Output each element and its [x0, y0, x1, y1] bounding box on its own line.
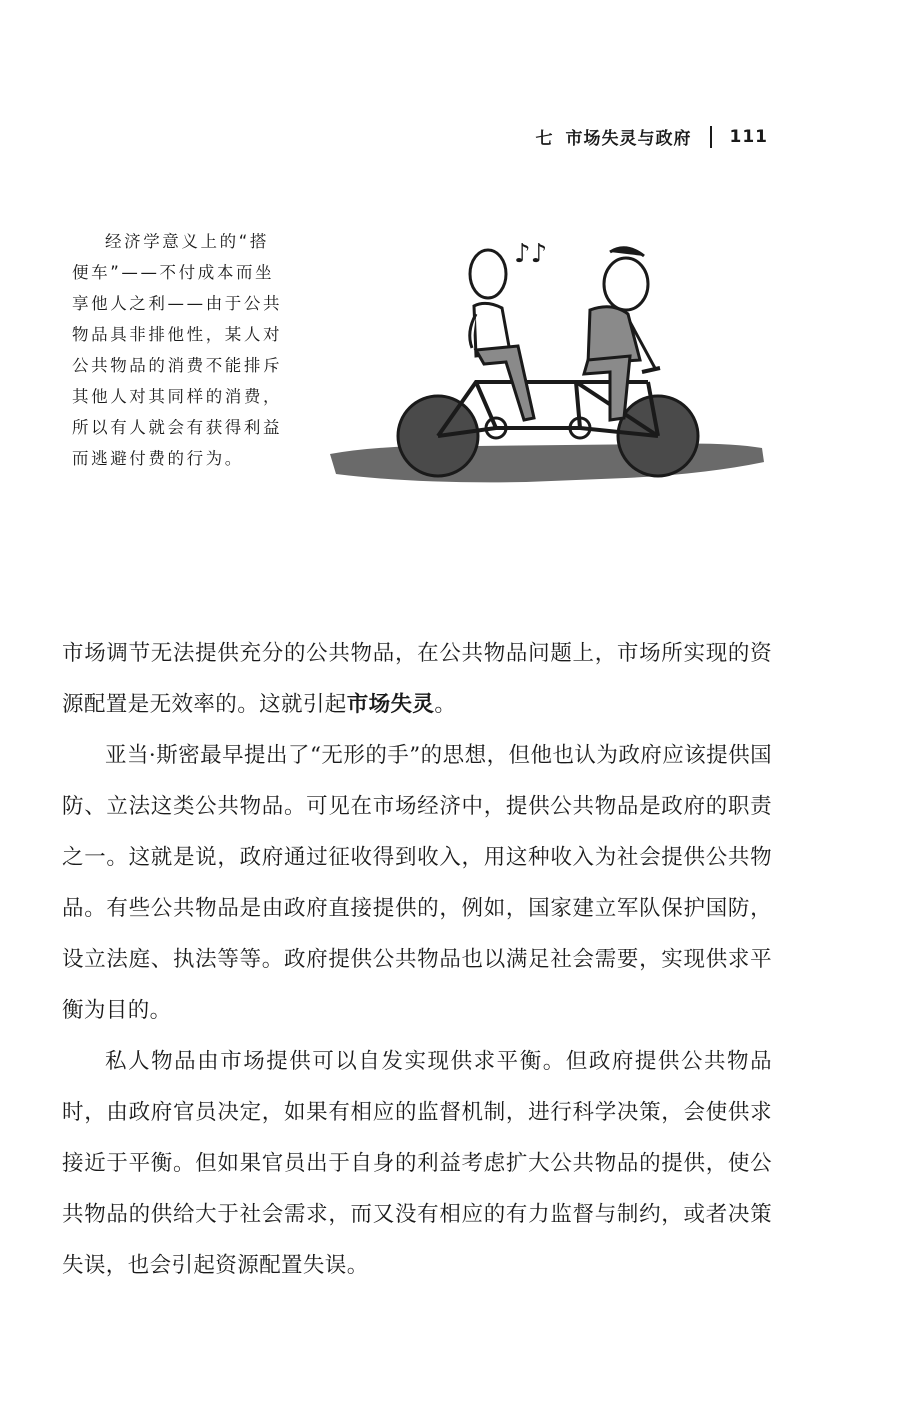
header-divider	[710, 126, 712, 148]
tandem-bicycle-illustration	[326, 222, 766, 512]
sidenote-text: 经济学意义上的“搭便车”——不付成本而坐享他人之利——由于公共物品具非排他性，某人对公共物品的消费不能排斥其他人对其同样的消费，所以有人就会有获得利益而逃避付费的行为。	[72, 232, 283, 468]
chapter-title: 市场失灵与政府	[565, 129, 692, 149]
key-term: 市场失灵	[346, 692, 435, 717]
music-notes-icon: ♪♪	[514, 239, 548, 269]
chapter-number: 七	[535, 129, 554, 149]
ground-shadow	[330, 444, 764, 483]
running-header	[536, 124, 769, 149]
paragraph-1: 市场调节无法提供充分的公共物品，在公共物品问题上，市场所实现的资源配置是无效率的。这就引起市场失灵。	[62, 641, 772, 717]
page-number: 111	[729, 126, 768, 147]
main-text	[62, 628, 772, 1291]
paragraph-3: 私人物品由市场提供可以自发实现供求平衡。但政府提供公共物品时，由政府官员决定，如果有相应的监督机制，进行科学决策，会使供求接近于平衡。但如果官员出于自身的利益考虑扩大公共物品的提供，使公共物品的供给大于社会需求，而又没有相应的有力监督与制约，或者决策失误，也会引起资源配置失误。	[62, 1049, 772, 1278]
paragraph-2: 亚当·斯密最早提出了“无形的手”的思想，但他也认为政府应该提供国防、立法这类公共物品。可见在市场经济中，提供公共物品是政府的职责之一。这就是说，政府通过征收得到收入，用这种收入为社会提供公共物品。有些公共物品是由政府直接提供的，例如，国家建立军队保护国防，设立法庭、执法等等。政府提供公共物品也以满足社会需要，实现供求平衡为目的。	[62, 743, 772, 1023]
sidenote	[72, 226, 284, 474]
